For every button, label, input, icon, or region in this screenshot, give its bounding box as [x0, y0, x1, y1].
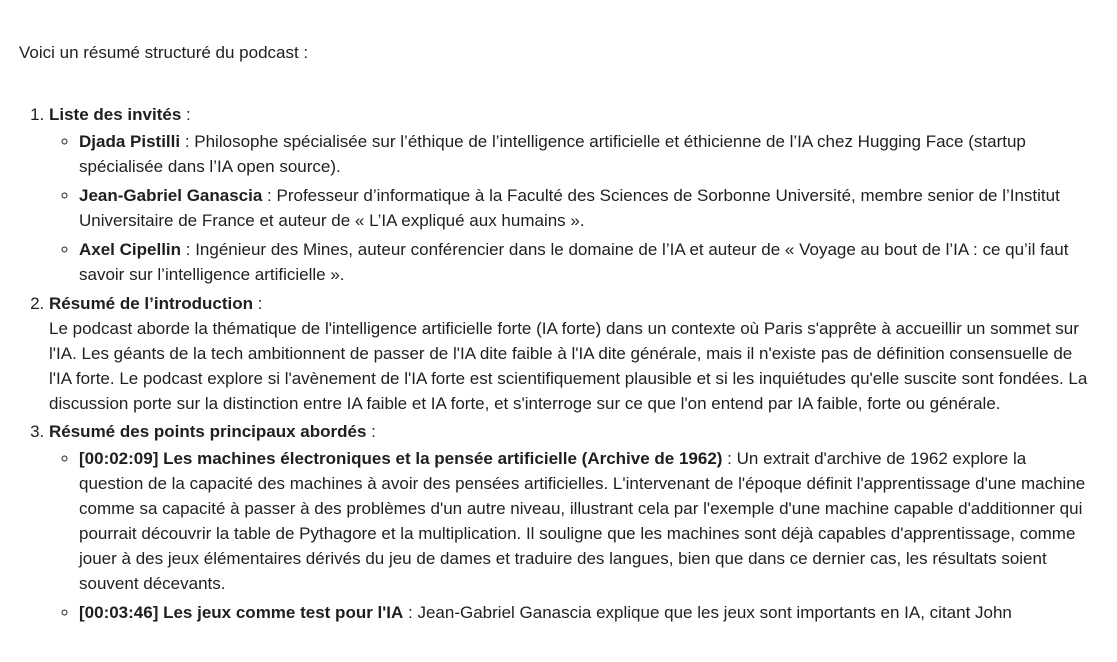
section-title: Liste des invités — [49, 105, 182, 124]
section-guests — [49, 102, 1089, 287]
guest-description: : Ingénieur des Mines, auteur conférencier dans le domaine de l’IA et auteur de « Voyage au bout de l’IA : ce qu’il faut savoir sur l’intelligence artificielle ». — [79, 240, 1069, 284]
guest-name: Axel Cipellin — [79, 240, 182, 259]
guest-item — [79, 183, 1089, 233]
section-title: Résumé des points principaux abordés — [49, 422, 367, 441]
intro-text: Voici un résumé structuré du podcast : — [19, 43, 309, 62]
section-suffix: : — [181, 105, 191, 124]
guest-list — [49, 129, 1089, 287]
main-point-title: [00:03:46] Les jeux comme test pour l'IA — [79, 603, 404, 622]
section-introduction — [49, 291, 1089, 416]
main-point-title: [00:02:09] Les machines électroniques et la pensée artificielle (Archive de 1962) — [79, 449, 723, 468]
document-body — [19, 40, 1089, 629]
guest-item — [79, 129, 1089, 179]
main-point-item — [79, 446, 1089, 596]
introduction-paragraph: Le podcast aborde la thématique de l'intelligence artificielle forte (IA forte) dans un contexte où Paris s'apprête à accueillir un sommet sur l'IA. Les géants de la tech ambitionnent de passer de l'IA dite faible à l'IA dite générale, mais il n'existe pas de définition consensuelle de l'IA forte. Le podcast explore si l'avènement de l'IA forte est scientifiquement plausible et si les inquiétudes qu'elle suscite sont fondées. La discussion porte sur la distinction entre IA faible et IA forte, et s'interroge sur ce que l'on entend par IA faible, forte ou générale. — [49, 319, 1088, 413]
main-point-text: : Un extrait d'archive de 1962 explore la question de la capacité des machines à avoir des pensées artificielles. L'intervenant de l'époque définit l'apprentissage d'une machine comme sa capacité à passer à des problèmes d'un autre niveau, illustrant cela par l'exemple d'une machine capable d'additionner qui pourrait découvrir la table de Pythagore et la multiplication. Il souligne que les machines sont déjà capables d'apprentissage, comme jouer à des jeux élémentaires dérivés du jeu de dames et traduire des langues, bien que dans ce dernier cas, les résultats soient souvent décevants. — [79, 449, 1086, 593]
section-suffix: : — [253, 294, 263, 313]
guest-name: Jean-Gabriel Ganascia — [79, 186, 263, 205]
main-point-text: : Jean-Gabriel Ganascia explique que les jeux sont importants en IA, citant John — [403, 603, 1012, 622]
guest-name: Djada Pistilli — [79, 132, 181, 151]
main-point-item — [79, 600, 1089, 625]
main-points-list — [49, 446, 1089, 625]
guest-description: : Professeur d’informatique à la Faculté des Sciences de Sorbonne Université, membre senior de l’Institut Universitaire de France et auteur de « L’IA expliqué aux humains ». — [79, 186, 1060, 230]
section-title: Résumé de l’introduction — [49, 294, 254, 313]
guest-item — [79, 237, 1089, 287]
summary-list — [19, 102, 1089, 625]
guest-description: : Philosophe spécialisée sur l’éthique de l’intelligence artificielle et éthicienne de l’IA chez Hugging Face (startup spécialisée dans l’IA open source). — [79, 132, 1026, 176]
section-suffix: : — [366, 422, 376, 441]
section-main-points — [49, 419, 1089, 625]
